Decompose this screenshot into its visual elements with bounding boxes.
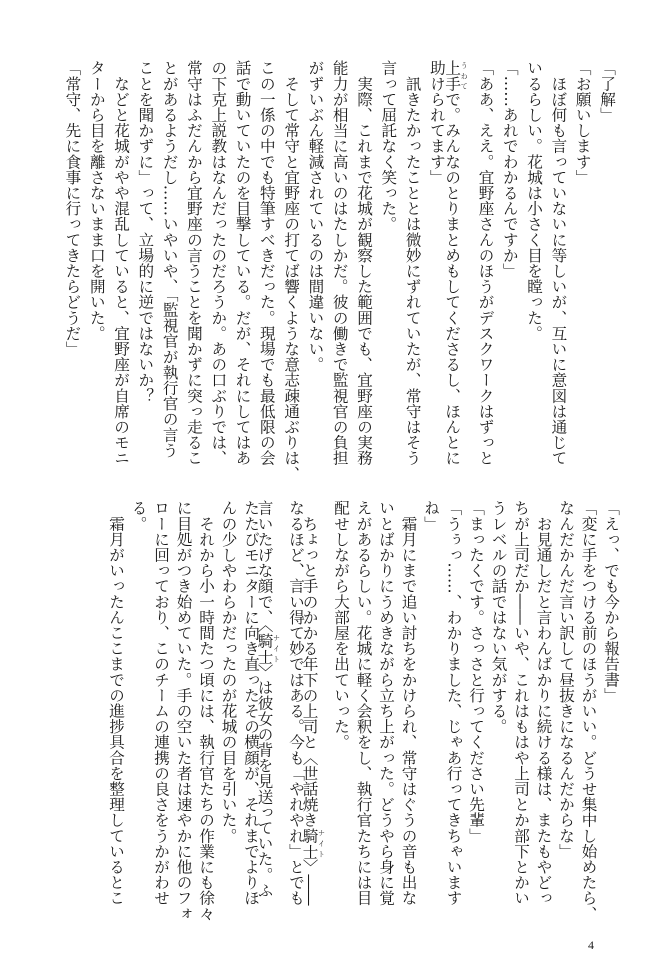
text-line — [255, 500, 281, 930]
text-segment: 能力が相当に高いのはたしかだ。彼の働きで監視官の負担 — [330, 60, 349, 466]
ruby-reading: ナイト — [272, 632, 281, 664]
text-segment: 「了解」 — [598, 60, 616, 123]
text-segment: お見通しだと言わんばかりに続ける様は、またもやどっ — [534, 500, 553, 906]
text-segment: ほぼ何も言っていないに等しいが、互いに意図は通じて — [549, 60, 568, 466]
text-segment: に目処がつき始めていた。手の空いた者は速やかに他のフォ — [174, 500, 193, 922]
text-line — [551, 500, 574, 930]
text-segment: で。みんなのとりまとめもしてくださるし、ほんとに — [443, 91, 462, 466]
text-line — [461, 500, 484, 930]
text-line — [596, 500, 619, 930]
text-segment: 霜月がいったんここまでの進捗具合を整理しているとこ — [107, 500, 125, 906]
text-line — [191, 500, 214, 930]
text-line — [590, 60, 614, 472]
text-segment: いるらしい。花城は小さく目を瞠った。 — [525, 60, 544, 341]
text-line — [573, 500, 596, 930]
text-segment: 〉は彼女の背を見送っていた。ふ — [255, 663, 274, 898]
text-line — [236, 500, 259, 930]
text-segment: などと花城がやや混乱していると、宜野座が自席のモニ — [112, 60, 131, 466]
text-line — [298, 60, 325, 472]
text-line — [177, 60, 201, 472]
text-segment: たたびモニターに向き直ったその横顔が、それまでよりほ — [242, 500, 260, 906]
text-segment: ローに回っており、このチームの連携の良さをうかがわせ — [152, 500, 170, 906]
text-segment: んの少しやわらかだったのが花城の目を引いた。 — [219, 500, 238, 844]
text-line — [395, 60, 422, 472]
text-segment: 言いたげな顔で、〈 — [255, 500, 274, 633]
text-line — [528, 500, 551, 930]
text-line — [101, 500, 124, 930]
text-line — [55, 60, 82, 472]
text-segment: 霜月にまで追い討ちをかけられ、常守はぐうの音も出な — [399, 500, 418, 906]
text-line — [483, 500, 506, 930]
text-line — [493, 60, 517, 472]
text-segment: 訊きたかったこととは微妙にずれていたが、常守はそう — [403, 60, 422, 466]
text-line — [213, 500, 236, 930]
text-segment: そして常守と宜野座の打てば響くような意志疎通ぶりは、 — [282, 60, 301, 482]
lower-text-block — [98, 500, 618, 930]
text-segment: とがあるようだし……いやいや、「監視官が執行官の言う — [160, 60, 179, 458]
text-line — [506, 500, 529, 930]
text-segment: ちが上司だか――いや、これはもはや上司とか部下とかい — [512, 500, 530, 906]
text-line — [347, 60, 374, 472]
text-line — [371, 60, 398, 472]
text-line — [225, 60, 252, 472]
ruby-base: 騎士 — [300, 827, 319, 859]
text-segment: 「うぅっ……、わかりました、じゃあ行ってきちゃいます — [444, 500, 463, 906]
text-segment: 「常守、先に食事に行ってきたらどうだ」 — [63, 60, 82, 357]
text-line — [420, 60, 444, 472]
text-line — [168, 500, 191, 930]
text-line — [104, 60, 131, 472]
text-line — [326, 500, 349, 930]
text-line — [438, 500, 461, 930]
text-segment: いとばかりにうめきながら立ち上がった。どうやら身に覚 — [377, 500, 395, 906]
text-segment: 「……あれでわかるんですか」 — [500, 60, 519, 279]
text-segment: えがあるらしい。花城に軽く会釈をし、執行官たちには目 — [354, 500, 373, 906]
upper-text-block — [54, 60, 616, 482]
text-segment: の下克上説教はなんだったのだろうか。あの口ぶりでは、 — [209, 60, 228, 466]
ruby-reading: うわて — [460, 60, 469, 92]
text-line — [300, 500, 326, 930]
text-line — [79, 60, 106, 472]
text-segment: 話で動いていたのを目撃している。だが、それにしてはあ — [233, 60, 252, 466]
text-line — [250, 60, 274, 472]
text-segment: 配せしながら大部屋を出ていった。 — [332, 500, 350, 750]
text-line — [565, 60, 592, 472]
text-line — [541, 60, 568, 472]
text-line — [348, 500, 371, 930]
text-segment: 「お願いします」 — [573, 60, 592, 185]
ruby-reading: ナイト — [317, 827, 326, 859]
text-line — [281, 500, 304, 930]
text-line — [128, 60, 155, 472]
text-segment: ね」 — [422, 500, 440, 532]
text-segment: 〉―― — [300, 858, 319, 906]
text-line — [371, 500, 394, 930]
text-segment: ターから目を離さないまま口を開いた。 — [87, 60, 106, 341]
text-segment: 「えっ、でも今から報告書」 — [602, 500, 620, 703]
text-line — [146, 500, 169, 930]
text-segment: 実際、これまで花城が観察した範囲でも、宜野座の実務 — [355, 60, 374, 466]
text-segment: 常守はふだんから宜野座の言うことを聞かずに突っ走るこ — [184, 60, 203, 466]
ruby-base: 上手 — [443, 60, 462, 92]
text-line — [274, 60, 301, 482]
text-segment: ことを聞かずに」って、立場的に逆ではないか？ — [136, 60, 155, 404]
text-line — [152, 60, 179, 472]
text-segment: 「変に手をつける前のほうがいい。どうせ集中し始めたら、 — [579, 500, 598, 922]
text-line — [468, 60, 495, 472]
ruby-base: 騎士 — [255, 632, 274, 664]
text-segment: ちょっと手のかかる年下の上司と〈世話焼き — [300, 500, 319, 828]
text-segment: る。 — [129, 500, 148, 532]
text-segment: がずいぶん軽減されているのは間違いない。 — [306, 60, 325, 372]
text-segment: なんだかんだ言い訳して昼抜きになるんだからな」 — [557, 500, 575, 859]
text-line — [123, 500, 146, 930]
text-segment: なるほど、言い得て妙ではある。今も「やれやれ」とでも — [287, 500, 305, 906]
text-line — [517, 60, 544, 472]
text-segment: 助けられてます」 — [427, 60, 446, 185]
text-segment: 「ああ、ええ。宜野座さんのほうがデスクワークはずっと — [476, 60, 495, 466]
text-segment: この一係の中でも特筆すべきだった。現場でも最低限の会 — [257, 60, 276, 466]
text-line — [201, 60, 228, 472]
text-segment: うレベルの話ではない気がする。 — [489, 500, 508, 734]
text-line — [444, 60, 468, 472]
page-number: 4 — [588, 938, 594, 952]
text-segment: 「まったくです。さっさと行ってください先輩」 — [467, 500, 485, 844]
text-segment: 言って屈託なく笑った。 — [379, 60, 398, 232]
text-line — [393, 500, 416, 930]
text-segment: それから小一時間たつ頃には、執行官たちの作業にも徐々 — [197, 500, 215, 922]
text-line — [416, 500, 439, 930]
text-line — [322, 60, 349, 472]
